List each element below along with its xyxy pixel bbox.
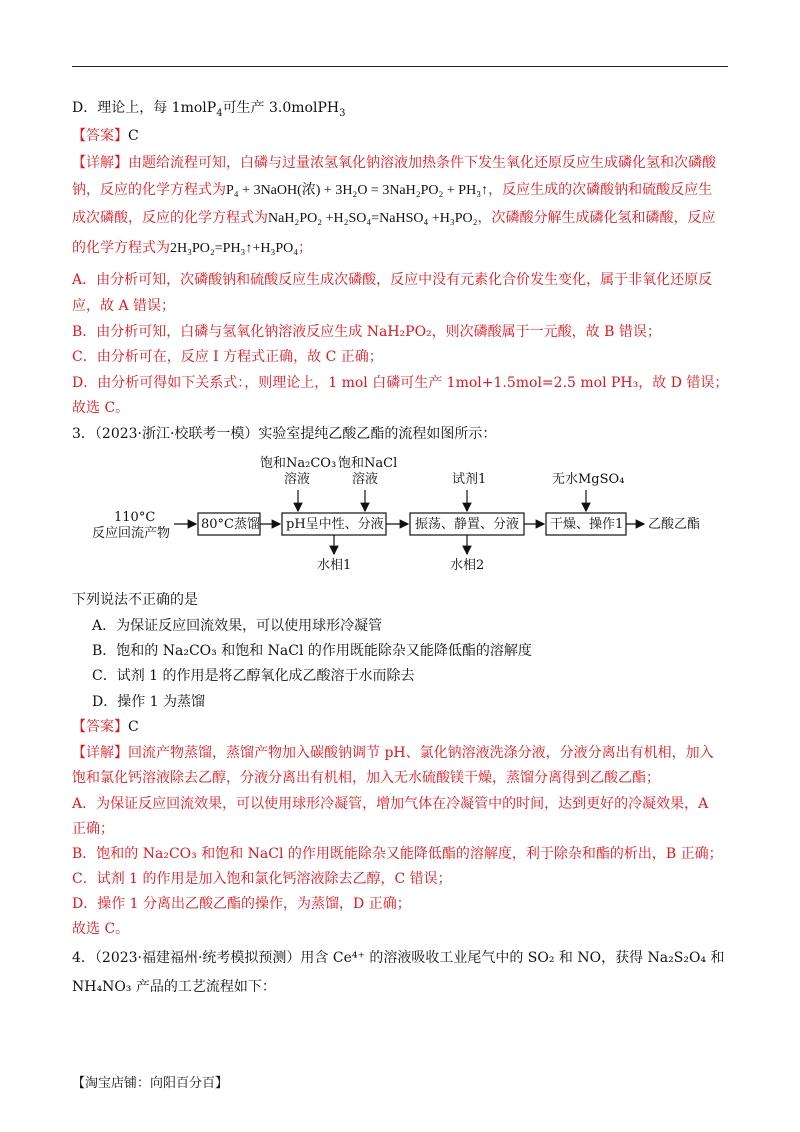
detail-2-line-2: 饱和氯化钙溶液除去乙醇，分液分离出有机相，加入无水硫酸镁干燥，蒸馏分离得到乙酸乙酯； <box>72 770 660 786</box>
step-box-2: pH呈中性、分液 <box>286 517 384 532</box>
detail-1-line-4: 的化学方程式为2H₃PO₂=PH₃↑+H₃PO₄； <box>72 240 313 256</box>
reagent-a-line-1: 饱和Na₂CO₃ <box>260 456 337 471</box>
shop-footer: 【淘宝店铺：向阳百分百】 <box>72 1076 229 1091</box>
detail-2-line-1: 【详解】回流产物蒸馏，蒸馏产物加入碳酸钠调节 pH、氯化钠溶液洗涤分液，分液分离出有机相，加入 <box>72 745 714 761</box>
question-3-option-b: B．饱和的 Na₂CO₃ 和饱和 NaCl 的作用既能除杂又能降低酯的溶解度 <box>92 643 532 659</box>
analysis-d-2: D．操作 1 分离出乙酸乙酯的操作，为蒸馏，D 正确； <box>72 896 411 912</box>
step-box-4: 干燥、操作1 <box>550 517 624 532</box>
analysis-a-1: A．由分析可知，次磷酸钠和硫酸反应生成次磷酸，反应中没有元素化合价发生变化，属于非氧化还原反 <box>72 272 713 288</box>
question-3-option-d: D．操作 1 为蒸馏 <box>92 694 206 710</box>
aqueous-phase-1: 水相1 <box>317 558 352 573</box>
reagent-b-line-2: 溶液 <box>352 472 379 487</box>
flowchart-lines <box>88 452 728 582</box>
reagent-d: 无水MgSO₄ <box>552 472 625 487</box>
step-box-3: 振荡、静置、分液 <box>415 517 520 532</box>
answer-1: 【答案】C <box>72 128 139 144</box>
conclusion-2: 故选 C。 <box>72 921 130 937</box>
aqueous-phase-2: 水相2 <box>450 558 485 573</box>
analysis-b-2: B．饱和的 Na₂CO₃ 和饱和 NaCl 的作用既能除杂又能降低酯的溶解度，利于除杂和酯的析出，B 正确； <box>72 846 723 862</box>
analysis-a-2: A．为保证反应回流效果，可以使用球形冷凝管，增加气体在冷凝管中的时间，达到更好的冷凝效果，A <box>72 796 709 812</box>
step-box-1: 80°C蒸馏 <box>201 517 260 532</box>
question-3-option-c: C．试剂 1 的作用是将乙醇氧化成乙酸溶于水而除去 <box>92 668 415 684</box>
conclusion-1: 故选 C。 <box>72 400 130 416</box>
start-label: 反应回流产物 <box>92 526 171 541</box>
analysis-c-2: C．试剂 1 的作用是加入饱和氯化钙溶液除去乙醇，C 错误； <box>72 871 452 887</box>
detail-1-line-3: 成次磷酸，反应的化学方程式为NaH₂PO₂ +H₂SO₄=NaHSO₄ +H₃PO₂，次磷酸分解生成磷化氢和磷酸，反应 <box>72 210 716 226</box>
detail-1-line-1: 【详解】由题给流程可知，白磷与过量浓氢氧化钠溶液加热条件下发生氧化还原反应生成磷化氢和次磷酸 <box>72 155 716 171</box>
analysis-d-1: D．由分析可得如下关系式：，则理论上，1 mol 白磷可生产 1mol+1.5mol=2.5 mol PH₃，故 D 错误； <box>72 375 729 391</box>
question-3-stem: 3．（2023·浙江·校联考一模）实验室提纯乙酸乙酯的流程如图所示： <box>72 426 497 442</box>
prev-option-d: D．理论上，每 1molP$_4$可生产 3.0molPH$_3$ <box>72 100 346 119</box>
question-4-line-1: 4．（2023·福建福州·统考模拟预测）用含 Ce⁴⁺ 的溶液吸收工业尾气中的 SO₂ 和 NO，获得 Na₂S₂O₄ 和 <box>72 950 725 966</box>
analysis-a-2-cont: 正确； <box>72 821 114 837</box>
purification-flowchart <box>88 452 728 582</box>
end-product: 乙酸乙酯 <box>648 517 701 532</box>
analysis-b-1: B．由分析可知，白磷与氢氧化钠溶液反应生成 NaH₂PO₂，则次磷酸属于一元酸，故 B 错误； <box>72 324 661 340</box>
detail-1-line-2: 钠，反应的化学方程式为P₄ + 3NaOH(浓) + 3H₂O = 3NaH₂PO₂ + PH₃↑，反应生成的次磷酸钠和硫酸反应生 <box>72 182 713 198</box>
header-rule <box>72 66 728 67</box>
analysis-c-1: C．由分析可在，反应 I 方程式正确，故 C 正确； <box>72 349 383 365</box>
question-4-line-2: NH₄NO₃ 产品的工艺流程如下： <box>72 979 276 995</box>
start-temperature: 110°C <box>114 510 156 525</box>
reagent-a-line-2: 溶液 <box>284 472 311 487</box>
question-3-option-a: A．为保证反应回流效果，可以使用球形冷凝管 <box>92 618 383 634</box>
question-3-prompt: 下列说法不正确的是 <box>72 592 198 608</box>
reagent-c: 试剂1 <box>452 472 487 487</box>
reagent-b-line-1: 饱和NaCl <box>338 456 398 471</box>
analysis-a-1-cont: 应，故 A 错误； <box>72 298 176 314</box>
answer-2: 【答案】C <box>72 719 139 735</box>
